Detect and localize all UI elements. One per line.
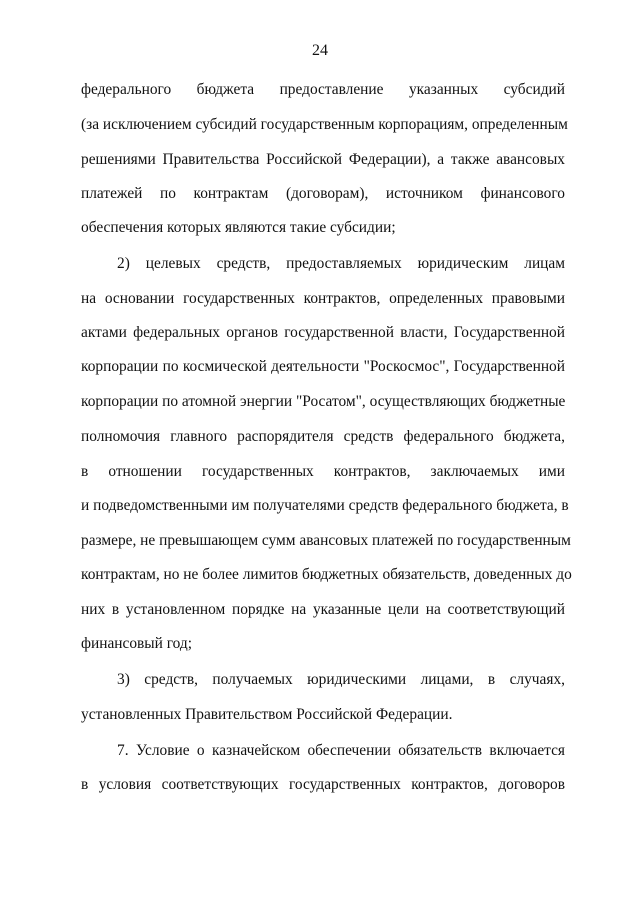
- text-line: 7. Условие о казначейском обеспечении обязательств включается: [117, 742, 565, 759]
- text-line: 3) средств, получаемых юридическими лицами, в случаях,: [117, 671, 565, 688]
- text-line: и подведомственными им получателями средств федерального бюджета, в: [81, 497, 569, 514]
- text-line: в отношении государственных контрактов, заключаемых ими: [81, 463, 565, 480]
- text-line: финансовый год;: [81, 635, 193, 652]
- text-line: установленных Правительством Российской Федерации.: [81, 706, 453, 723]
- text-line: на основании государственных контрактов, определенных правовыми: [81, 290, 565, 307]
- text-line: корпорации по атомной энергии "Росатом", осуществляющих бюджетные: [81, 393, 566, 410]
- text-line: платежей по контрактам (договорам), источником финансового: [81, 185, 565, 202]
- text-line: (за исключением субсидий государственным корпорациям, определенным: [81, 116, 568, 133]
- text-line: полномочия главного распорядителя средств федерального бюджета,: [81, 428, 565, 445]
- text-line: 2) целевых средств, предоставляемых юридическим лицам: [117, 255, 565, 272]
- text-line: в условия соответствующих государственных контрактов, договоров: [81, 776, 565, 793]
- text-line: решениями Правительства Российской Федерации), а также авансовых: [81, 151, 565, 168]
- text-line: корпорации по космической деятельности "Роскосмос", Государственной: [81, 358, 565, 375]
- text-line: размере, не превышающем сумм авансовых платежей по государственным: [81, 532, 571, 549]
- text-line: контрактам, но не более лимитов бюджетных обязательств, доведенных до: [81, 566, 572, 583]
- page-number: 24: [312, 42, 328, 59]
- text-line: актами федеральных органов государственной власти, Государственной: [81, 324, 565, 341]
- text-line: обеспечения которых являются такие субсидии;: [81, 219, 396, 236]
- text-line: федерального бюджета предоставление указанных субсидий: [81, 81, 565, 98]
- text-line: них в установленном порядке на указанные цели на соответствующий: [81, 601, 565, 618]
